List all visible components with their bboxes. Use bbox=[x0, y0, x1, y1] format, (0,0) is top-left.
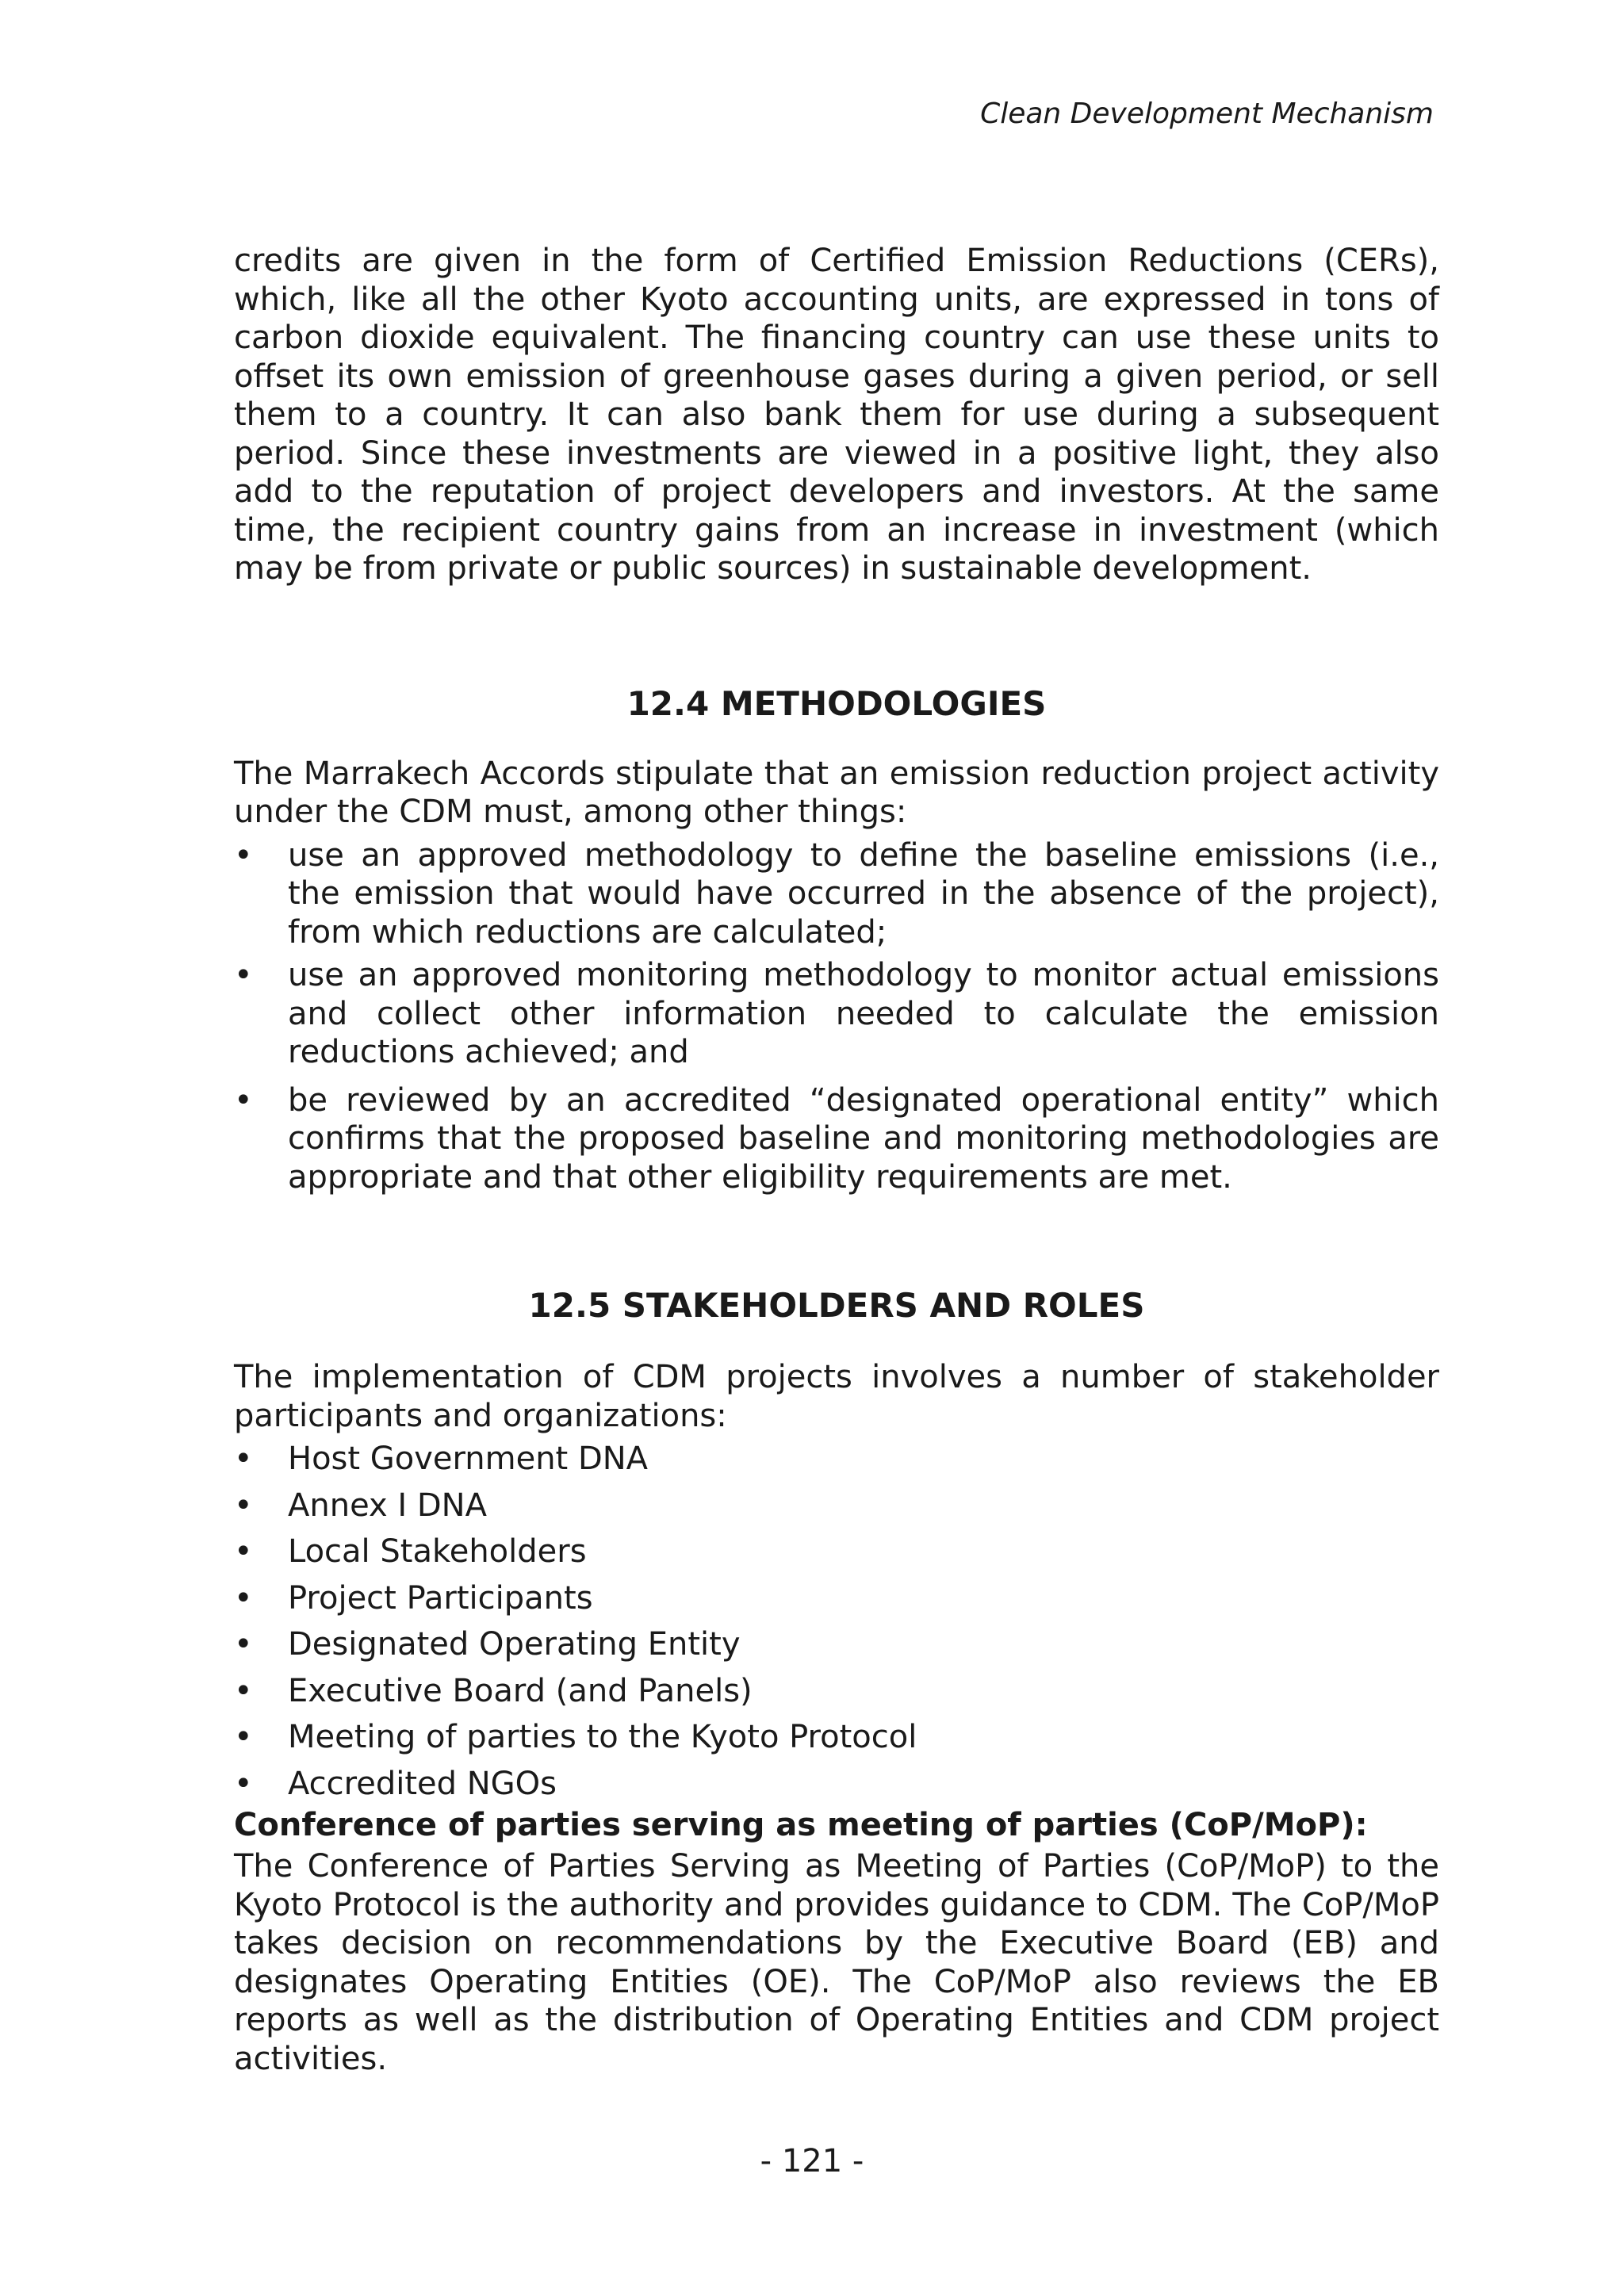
cop-mop-subheading: Conference of parties serving as meeting of parties (CoP/MoP): bbox=[234, 1807, 1368, 1843]
bullet-icon: • bbox=[234, 1719, 253, 1755]
bullet-icon: • bbox=[234, 1626, 253, 1663]
stakeholders-intro: The implementation of CDM projects involves a number of stakeholder participants and organizations: bbox=[234, 1359, 1439, 1434]
list-item-text: Local Stakeholders bbox=[288, 1533, 587, 1570]
list-item bbox=[234, 1718, 1439, 1757]
list-item bbox=[234, 1625, 1439, 1664]
list-item-text: Host Government DNA bbox=[288, 1441, 649, 1477]
list-item bbox=[234, 1487, 1439, 1525]
list-item-text: use an approved monitoring methodology to monitor actual emissions and collect other information needed to calculate the emission reductions achieved; and bbox=[288, 957, 1439, 1070]
list-item bbox=[234, 1579, 1439, 1618]
bullet-icon: • bbox=[234, 1579, 253, 1617]
list-item bbox=[234, 836, 1439, 952]
list-item-text: Annex I DNA bbox=[288, 1487, 487, 1524]
list-item bbox=[234, 956, 1439, 1072]
section-title-stakeholders: 12.5 STAKEHOLDERS AND ROLES bbox=[528, 1286, 1145, 1325]
bullet-icon: • bbox=[234, 836, 253, 874]
cop-mop-paragraph: The Conference of Parties Serving as Meeting of Parties (CoP/MoP) to the Kyoto Protocol is the authority and provides guidance to CDM. The CoP/MoP takes decision on recommendations by the Executive Board (EB) and designates Operating Entities (OE). The CoP/MoP also reviews the EB reports as well as the distribution of Operating Entities and CDM project activities. bbox=[234, 1848, 1439, 2077]
list-item bbox=[234, 1440, 1439, 1479]
list-item-text: be reviewed by an accredited “designated operational entity” which confirms that the proposed baseline and monitoring methodologies are appropriate and that other eligibility requirements are met. bbox=[288, 1081, 1439, 1196]
stakeholders-list bbox=[234, 1440, 1439, 1803]
bullet-icon: • bbox=[234, 1487, 253, 1524]
bullet-icon: • bbox=[234, 957, 253, 993]
list-item bbox=[234, 1672, 1439, 1711]
intro-paragraph: credits are given in the form of Certified Emission Reductions (CERs), which, like all the other Kyoto accounting units, are expressed in tons of carbon dioxide equivalent. The financing country can use these units to offset its own emission of greenhouse gases during a given period, or sell them to a country. It can also bank them for use during a subsequent period. Since these investments are viewed in a positive light, they also add to the reputation of project developers and investors. At the same time, the recipient country gains from an increase in investment (which may be from private or public sources) in sustainable development. bbox=[234, 243, 1439, 587]
bullet-icon: • bbox=[234, 1672, 253, 1709]
section-title-methodologies: 12.4 METHODOLOGIES bbox=[626, 683, 1047, 723]
methodologies-intro: The Marrakech Accords stipulate that an emission reduction project activity under the CDM must, among other things: bbox=[234, 755, 1439, 830]
bullet-icon: • bbox=[234, 1081, 253, 1119]
list-item bbox=[234, 1081, 1439, 1197]
list-item-text: Project Participants bbox=[288, 1579, 593, 1617]
list-item bbox=[234, 1765, 1439, 1804]
methodologies-list bbox=[234, 836, 1439, 1197]
list-item-text: Executive Board (and Panels) bbox=[288, 1672, 753, 1709]
running-header: Clean Development Mechanism bbox=[980, 98, 1434, 130]
bullet-icon: • bbox=[234, 1441, 253, 1477]
list-item-text: Meeting of parties to the Kyoto Protocol bbox=[288, 1719, 917, 1755]
page-number: - 121 - bbox=[760, 2143, 864, 2179]
page-content bbox=[234, 242, 1439, 2078]
list-item bbox=[234, 1533, 1439, 1571]
list-item-text: Accredited NGOs bbox=[288, 1765, 557, 1802]
list-item-text: Designated Operating Entity bbox=[288, 1626, 741, 1663]
bullet-icon: • bbox=[234, 1765, 253, 1802]
bullet-icon: • bbox=[234, 1533, 253, 1570]
list-item-text: use an approved methodology to define the baseline emissions (i.e., the emission that would have occurred in the absence of the project), from which reductions are calculated; bbox=[288, 836, 1439, 951]
